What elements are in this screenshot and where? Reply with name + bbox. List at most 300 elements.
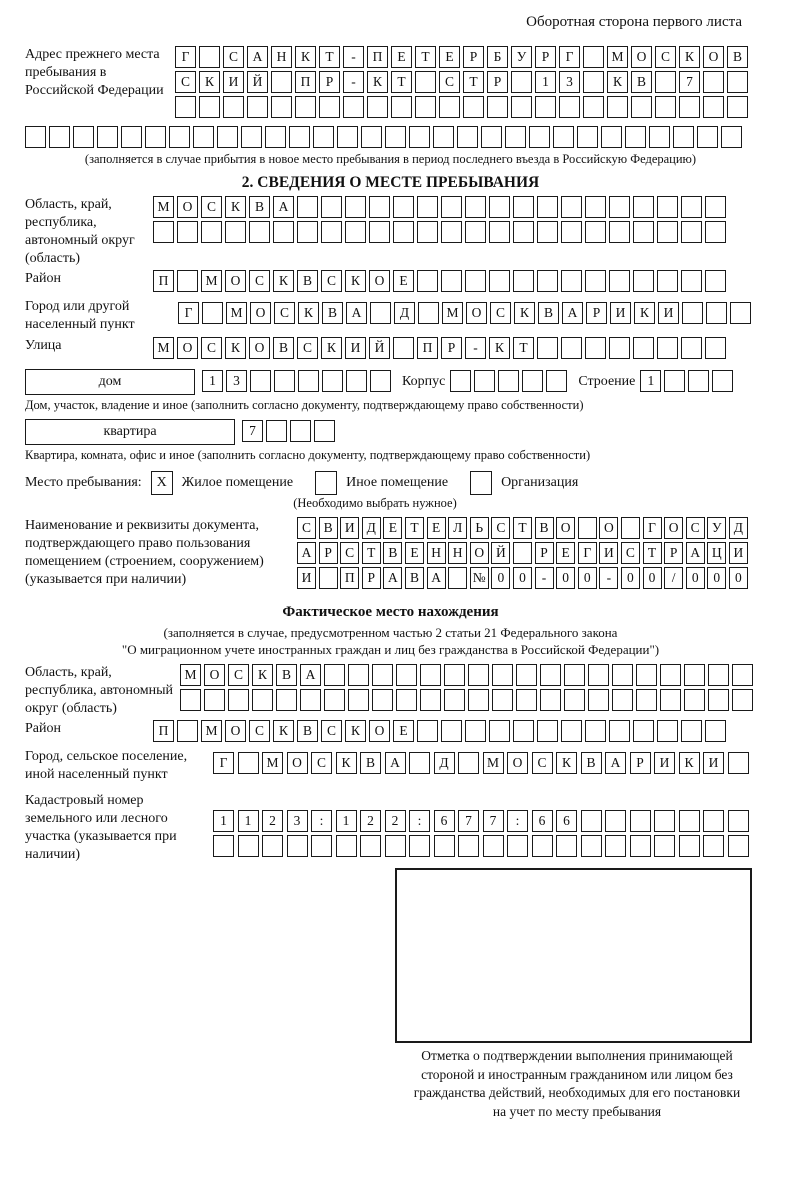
char-cell xyxy=(537,337,558,359)
char-cell: И xyxy=(599,542,618,564)
mesto-note: (Необходимо выбрать нужное) xyxy=(293,496,457,510)
char-row-korpus xyxy=(450,370,570,392)
char-cell: Р xyxy=(535,542,554,564)
char-cell: К xyxy=(679,752,700,774)
fact-raion-label: Район xyxy=(25,721,61,736)
char-cell xyxy=(498,370,519,392)
char-cell xyxy=(321,196,342,218)
char-cell xyxy=(540,664,561,686)
char-cell xyxy=(417,196,438,218)
char-cell: Г xyxy=(175,46,196,68)
char-cell xyxy=(345,196,366,218)
char-cell xyxy=(728,810,749,832)
char-cell: К xyxy=(252,664,273,686)
dom-box: дом xyxy=(25,369,195,395)
char-cell xyxy=(585,196,606,218)
char-cell: 0 xyxy=(578,567,597,589)
char-cell xyxy=(217,126,238,148)
char-cell xyxy=(433,126,454,148)
char-cell: Н xyxy=(271,46,292,68)
char-cell xyxy=(225,221,246,243)
char-cell xyxy=(585,270,606,292)
char-cell xyxy=(348,664,369,686)
char-cell xyxy=(505,126,526,148)
char-cell: 7 xyxy=(679,71,700,93)
char-cell: Е xyxy=(556,542,575,564)
char-cell: В xyxy=(581,752,602,774)
char-cell: С xyxy=(491,517,510,539)
field-oblast xyxy=(25,196,756,268)
char-cell: В xyxy=(297,270,318,292)
char-cell: К xyxy=(273,270,294,292)
char-cell xyxy=(241,126,262,148)
char-cell: К xyxy=(345,270,366,292)
char-cell xyxy=(289,126,310,148)
char-cell xyxy=(684,689,705,711)
char-cell xyxy=(705,221,726,243)
char-cell: Р xyxy=(535,46,556,68)
char-cell xyxy=(177,720,198,742)
page-side-note: Оборотная сторона первого листа xyxy=(526,14,742,30)
char-cell xyxy=(684,664,705,686)
char-cell: А xyxy=(383,567,402,589)
char-cell: С xyxy=(297,337,318,359)
char-cell xyxy=(636,689,657,711)
char-cell: Т xyxy=(405,517,424,539)
char-cell: С xyxy=(223,46,244,68)
field-prev-address xyxy=(25,46,756,121)
char-cell xyxy=(537,270,558,292)
char-cell xyxy=(415,96,436,118)
char-cell xyxy=(297,196,318,218)
char-cell xyxy=(393,337,414,359)
char-cell xyxy=(439,96,460,118)
char-cell xyxy=(420,664,441,686)
char-cell xyxy=(721,126,742,148)
char-cell: Т xyxy=(513,517,532,539)
char-cell: К xyxy=(336,752,357,774)
char-cell: Г xyxy=(643,517,662,539)
char-cell: И xyxy=(729,542,748,564)
char-cell xyxy=(625,126,646,148)
char-cell xyxy=(727,96,748,118)
char-row-gorod xyxy=(178,302,756,324)
field-fact-oblast xyxy=(25,664,756,718)
char-cell xyxy=(559,96,580,118)
char-cell xyxy=(177,221,198,243)
char-cell: Т xyxy=(463,71,484,93)
char-cell xyxy=(372,664,393,686)
char-cell xyxy=(529,126,550,148)
char-cell xyxy=(583,96,604,118)
char-cell xyxy=(657,221,678,243)
char-cell: И xyxy=(610,302,631,324)
char-cell: И xyxy=(297,567,316,589)
char-cell: В xyxy=(535,517,554,539)
char-cell: В xyxy=(276,664,297,686)
char-cell: Р xyxy=(630,752,651,774)
char-cell: О xyxy=(369,720,390,742)
prev-address-label: Адрес прежнего места пребывания в Российской Федерации xyxy=(25,47,164,98)
char-cell xyxy=(417,221,438,243)
char-cell xyxy=(287,835,308,857)
char-cell: В xyxy=(322,302,343,324)
fact-oblast-label: Область, край, республика, автономный округ (область) xyxy=(25,665,174,716)
char-cell xyxy=(697,126,718,148)
mesto-label: Место пребывания: xyxy=(25,475,142,490)
prev-address-rows xyxy=(175,46,756,121)
char-cell xyxy=(561,270,582,292)
char-cell xyxy=(252,689,273,711)
char-cell: К xyxy=(556,752,577,774)
section2-title: 2. СВЕДЕНИЯ О МЕСТЕ ПРЕБЫВАНИЯ xyxy=(241,174,540,191)
char-cell: В xyxy=(360,752,381,774)
char-cell xyxy=(409,835,430,857)
char-cell: П xyxy=(367,46,388,68)
char-cell xyxy=(605,835,626,857)
char-cell: М xyxy=(226,302,247,324)
char-cell xyxy=(238,835,259,857)
char-cell: А xyxy=(562,302,583,324)
char-cell xyxy=(609,196,630,218)
char-cell xyxy=(564,689,585,711)
char-cell: Г xyxy=(559,46,580,68)
char-cell: К xyxy=(295,46,316,68)
char-cell xyxy=(489,720,510,742)
char-cell: И xyxy=(223,71,244,93)
char-cell xyxy=(654,835,675,857)
char-cell: С xyxy=(311,752,332,774)
char-cell xyxy=(609,720,630,742)
char-cell xyxy=(489,196,510,218)
char-cell xyxy=(553,126,574,148)
char-cell: В xyxy=(631,71,652,93)
char-cell: О xyxy=(599,517,618,539)
char-cell: М xyxy=(607,46,628,68)
char-cell xyxy=(409,126,430,148)
char-cell xyxy=(249,221,270,243)
char-cell xyxy=(703,810,724,832)
char-cell: С xyxy=(490,302,511,324)
char-cell xyxy=(585,720,606,742)
char-cell: К xyxy=(298,302,319,324)
char-cell: 7 xyxy=(242,420,263,442)
char-cell: В xyxy=(249,196,270,218)
char-cell xyxy=(457,126,478,148)
char-cell: П xyxy=(153,270,174,292)
char-cell xyxy=(732,664,753,686)
char-cell xyxy=(513,720,534,742)
char-cell xyxy=(441,221,462,243)
char-cell xyxy=(682,302,703,324)
char-cell: 7 xyxy=(483,810,504,832)
char-cell xyxy=(465,221,486,243)
char-cell: Д xyxy=(362,517,381,539)
char-row-prev-3 xyxy=(175,96,756,118)
char-cell xyxy=(213,835,234,857)
char-cell xyxy=(324,689,345,711)
char-cell: И xyxy=(340,517,359,539)
char-cell xyxy=(348,689,369,711)
char-cell xyxy=(581,835,602,857)
char-cell xyxy=(369,196,390,218)
char-cell xyxy=(492,689,513,711)
char-cell: Р xyxy=(362,567,381,589)
char-cell: Д xyxy=(434,752,455,774)
char-cell: К xyxy=(273,720,294,742)
char-cell xyxy=(274,370,295,392)
char-cell xyxy=(417,720,438,742)
char-cell: Ц xyxy=(707,542,726,564)
char-cell xyxy=(369,221,390,243)
text-line: стороной и иностранным гражданином или лицом без xyxy=(421,1066,733,1082)
char-cell: О xyxy=(664,517,683,539)
char-cell xyxy=(705,337,726,359)
char-cell: П xyxy=(417,337,438,359)
char-cell: А xyxy=(297,542,316,564)
char-cell xyxy=(564,664,585,686)
char-cell xyxy=(633,196,654,218)
char-cell xyxy=(223,96,244,118)
char-cell xyxy=(204,689,225,711)
char-cell xyxy=(25,126,46,148)
char-cell: С xyxy=(274,302,295,324)
char-cell xyxy=(681,337,702,359)
char-cell xyxy=(489,221,510,243)
char-cell: Т xyxy=(643,542,662,564)
field-ulitsa xyxy=(25,337,756,362)
char-cell: О xyxy=(556,517,575,539)
char-cell: № xyxy=(470,567,489,589)
char-cell xyxy=(679,96,700,118)
char-cell xyxy=(474,370,495,392)
char-cell xyxy=(703,71,724,93)
char-cell xyxy=(393,196,414,218)
prev-address-note: (заполняется в случае прибытия в новое место пребывания в период последнего въезда в Российскую Федерацию) xyxy=(84,152,697,166)
char-cell: К xyxy=(199,71,220,93)
char-cell xyxy=(633,270,654,292)
char-row-kadastr-2 xyxy=(213,835,756,857)
char-cell: 6 xyxy=(556,810,577,832)
char-cell xyxy=(585,221,606,243)
char-cell: Г xyxy=(213,752,234,774)
char-cell xyxy=(465,196,486,218)
char-cell: П xyxy=(340,567,359,589)
char-cell xyxy=(561,720,582,742)
char-cell xyxy=(385,126,406,148)
char-cell: К xyxy=(225,196,246,218)
char-cell xyxy=(458,835,479,857)
char-cell xyxy=(73,126,94,148)
char-cell xyxy=(298,370,319,392)
char-cell xyxy=(314,420,335,442)
char-cell xyxy=(588,689,609,711)
fact-notes xyxy=(25,624,756,658)
char-cell xyxy=(273,221,294,243)
char-cell: О xyxy=(250,302,271,324)
char-cell xyxy=(297,221,318,243)
char-cell: - xyxy=(343,71,364,93)
char-cell: К xyxy=(679,46,700,68)
char-cell xyxy=(337,126,358,148)
char-cell xyxy=(228,689,249,711)
char-cell xyxy=(578,517,597,539)
char-cell: 1 xyxy=(213,810,234,832)
field-dom-row xyxy=(25,369,756,395)
field-gorod xyxy=(25,298,756,334)
char-cell: М xyxy=(153,196,174,218)
char-cell xyxy=(532,835,553,857)
char-cell: А xyxy=(300,664,321,686)
char-cell xyxy=(177,270,198,292)
char-cell: 6 xyxy=(434,810,455,832)
char-cell: Т xyxy=(415,46,436,68)
char-row-dom xyxy=(202,370,394,392)
char-cell xyxy=(450,370,471,392)
char-cell xyxy=(513,270,534,292)
char-cell: О xyxy=(466,302,487,324)
char-cell xyxy=(199,46,220,68)
char-cell: В xyxy=(297,720,318,742)
char-cell: В xyxy=(405,567,424,589)
char-cell: С xyxy=(175,71,196,93)
char-cell: С xyxy=(439,71,460,93)
char-cell: С xyxy=(201,196,222,218)
char-cell xyxy=(420,689,441,711)
char-row-fact-oblast-1 xyxy=(180,664,756,686)
char-cell xyxy=(664,370,685,392)
char-cell xyxy=(681,196,702,218)
char-cell xyxy=(396,689,417,711)
char-cell xyxy=(556,835,577,857)
char-cell xyxy=(324,664,345,686)
char-cell xyxy=(607,96,628,118)
char-row-fact-gorod xyxy=(213,752,756,774)
option-inoe-label: Иное помещение xyxy=(346,475,449,490)
char-row-prev-1 xyxy=(175,46,756,68)
char-cell: К xyxy=(634,302,655,324)
text-line: на учет по месту пребывания xyxy=(492,1103,662,1119)
char-row-doc-3 xyxy=(297,567,756,589)
char-cell: Н xyxy=(427,542,446,564)
char-cell: К xyxy=(225,337,246,359)
char-cell: К xyxy=(345,720,366,742)
char-cell xyxy=(121,126,142,148)
char-cell xyxy=(657,270,678,292)
char-cell: 0 xyxy=(686,567,705,589)
char-cell xyxy=(322,370,343,392)
char-row-fact-raion xyxy=(153,720,756,742)
char-cell xyxy=(583,46,604,68)
field-fact-gorod xyxy=(25,748,756,784)
char-cell xyxy=(300,689,321,711)
char-row-oblast-2 xyxy=(153,221,756,243)
char-cell: Г xyxy=(578,542,597,564)
char-cell xyxy=(153,221,174,243)
text-line: "О миграционном учете иностранных граждан и лиц без гражданства в Российской Федерации") xyxy=(121,642,660,657)
char-cell xyxy=(492,664,513,686)
text-line: Отметка о подтверждении выполнения принимающей xyxy=(421,1048,733,1063)
char-cell xyxy=(631,96,652,118)
char-cell: У xyxy=(511,46,532,68)
char-cell: - xyxy=(599,567,618,589)
char-cell xyxy=(511,71,532,93)
char-cell xyxy=(681,221,702,243)
char-cell xyxy=(448,567,467,589)
char-cell xyxy=(621,517,640,539)
char-cell: У xyxy=(707,517,726,539)
stamp-box xyxy=(395,868,752,1043)
char-cell xyxy=(311,835,332,857)
char-cell xyxy=(612,664,633,686)
char-cell: С xyxy=(297,517,316,539)
char-cell xyxy=(465,720,486,742)
char-cell xyxy=(728,835,749,857)
char-cell: - xyxy=(343,46,364,68)
char-cell: В xyxy=(273,337,294,359)
field-mesto xyxy=(25,471,756,495)
char-row-prev-2 xyxy=(175,71,756,93)
char-cell xyxy=(321,221,342,243)
gorod-label: Город или другой населенный пункт xyxy=(25,299,135,332)
oblast-label: Область, край, республика, автономный округ (область) xyxy=(25,197,135,266)
char-cell xyxy=(271,71,292,93)
char-cell xyxy=(654,810,675,832)
char-cell: - xyxy=(535,567,554,589)
char-cell: И xyxy=(658,302,679,324)
char-cell xyxy=(561,337,582,359)
char-cell xyxy=(145,126,166,148)
char-cell xyxy=(202,302,223,324)
char-row-kvartira xyxy=(242,420,338,442)
char-cell: Г xyxy=(178,302,199,324)
char-cell: П xyxy=(153,720,174,742)
char-cell: О xyxy=(204,664,225,686)
char-cell: Р xyxy=(319,71,340,93)
char-cell xyxy=(372,689,393,711)
char-cell xyxy=(516,689,537,711)
char-cell: К xyxy=(607,71,628,93)
char-cell xyxy=(681,270,702,292)
char-cell xyxy=(266,420,287,442)
char-cell: С xyxy=(249,720,270,742)
char-cell: Л xyxy=(448,517,467,539)
char-cell xyxy=(609,221,630,243)
text-line: (заполняется в случае, предусмотренном частью 2 статьи 21 Федерального закона xyxy=(163,625,618,640)
char-cell xyxy=(250,370,271,392)
char-cell: Й xyxy=(247,71,268,93)
char-cell xyxy=(703,96,724,118)
char-cell xyxy=(522,370,543,392)
char-cell xyxy=(319,567,338,589)
char-cell xyxy=(540,689,561,711)
char-cell xyxy=(175,96,196,118)
char-cell: Р xyxy=(586,302,607,324)
char-cell xyxy=(712,370,733,392)
char-cell: С xyxy=(249,270,270,292)
char-cell xyxy=(396,664,417,686)
char-cell xyxy=(605,810,626,832)
char-cell xyxy=(468,664,489,686)
char-cell: 0 xyxy=(556,567,575,589)
char-cell: Е xyxy=(393,720,414,742)
char-cell: С xyxy=(621,542,640,564)
char-cell xyxy=(727,71,748,93)
char-cell: С xyxy=(201,337,222,359)
char-cell xyxy=(609,337,630,359)
char-cell xyxy=(513,542,532,564)
char-cell: М xyxy=(180,664,201,686)
